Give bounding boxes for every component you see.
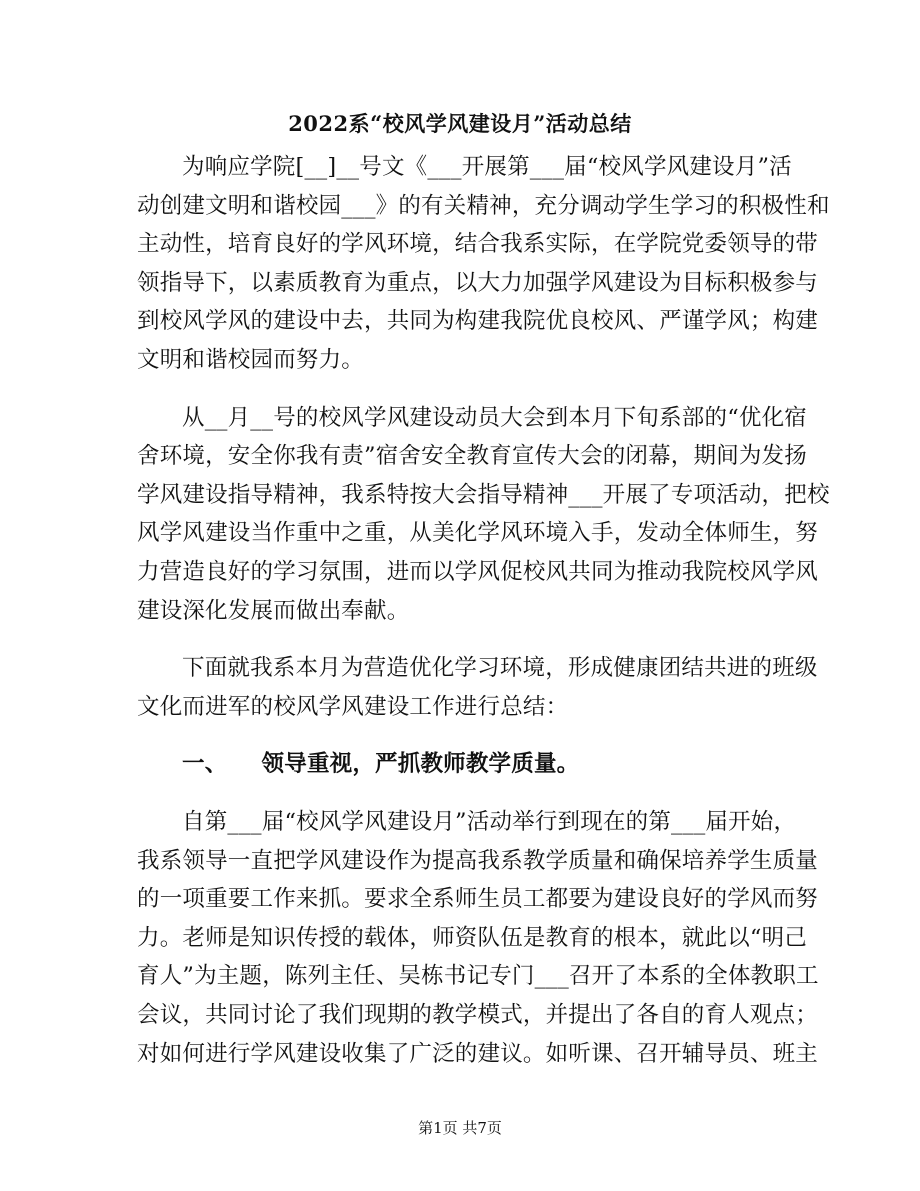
body-line: 舍环境，安全你我有责”宿舍安全教育宣传大会的闭幕，期间为发扬 xyxy=(137,443,808,470)
body-line: 的一项重要工作来抓。要求全系师生员工都要为建设良好的学风而努 xyxy=(137,886,819,913)
body-line: 育人”为主题，陈列主任、吴栋书记专门___召开了本系的全体教职工 xyxy=(137,963,819,990)
body-line: 到校风学风的建设中去，共同为构建我院优良校风、严谨学风；构建 xyxy=(137,308,819,335)
body-line: 文化而进军的校风学风建设工作进行总结： xyxy=(137,693,569,720)
body-line: 动创建文明和谐校园___》的有关精神，充分调动学生学习的积极性和 xyxy=(137,192,830,219)
body-line: 力营造良好的学习氛围，进而以学风促校风共同为推动我院校风学风 xyxy=(137,559,819,585)
page-footer: 第1页 共7页 xyxy=(418,1119,502,1137)
section-heading: 一、 领导重视，严抓教师教学质量。 xyxy=(182,751,580,778)
body-line: 主动性，培育良好的学风环境，结合我系实际，在学院党委领导的带 xyxy=(137,231,819,258)
body-line: 风学风建设当作重中之重，从美化学风环境入手，发动全体师生，努 xyxy=(137,520,819,547)
body-line: 领指导下，以素质教育为重点，以大力加强学风建设为目标积极参与 xyxy=(137,269,819,296)
body-line: 从__月__号的校风学风建设动员大会到本月下旬系部的“优化宿 xyxy=(182,404,808,431)
body-line: 我系领导一直把学风建设作为提高我系教学质量和确保培养学生质量 xyxy=(137,847,819,874)
body-line: 对如何进行学风建设收集了广泛的建议。如听课、召开辅导员、班主 xyxy=(137,1040,819,1067)
document-title: 2022系“校风学风建设月”活动总结 xyxy=(288,111,632,136)
body-line: 力。老师是知识传授的载体，师资队伍是教育的根本，就此以“明己 xyxy=(137,924,808,951)
body-line: 下面就我系本月为营造优化学习环境，形成健康团结共进的班级 xyxy=(182,655,818,682)
body-line: 学风建设指导精神，我系特按大会指导精神___开展了专项活动，把校 xyxy=(137,481,830,508)
body-line: 会议，共同讨论了我们现期的教学模式，并提出了各自的育人观点； xyxy=(137,1002,819,1028)
body-line: 为响应学院[__]__号文《___开展第___届“校风学风建设月”活 xyxy=(182,154,792,180)
body-line: 自第___届“校风学风建设月”活动举行到现在的第___届开始， xyxy=(182,809,797,835)
body-line: 建设深化发展而做出奉献。 xyxy=(137,597,410,624)
body-line: 文明和谐校园而努力。 xyxy=(137,347,365,373)
